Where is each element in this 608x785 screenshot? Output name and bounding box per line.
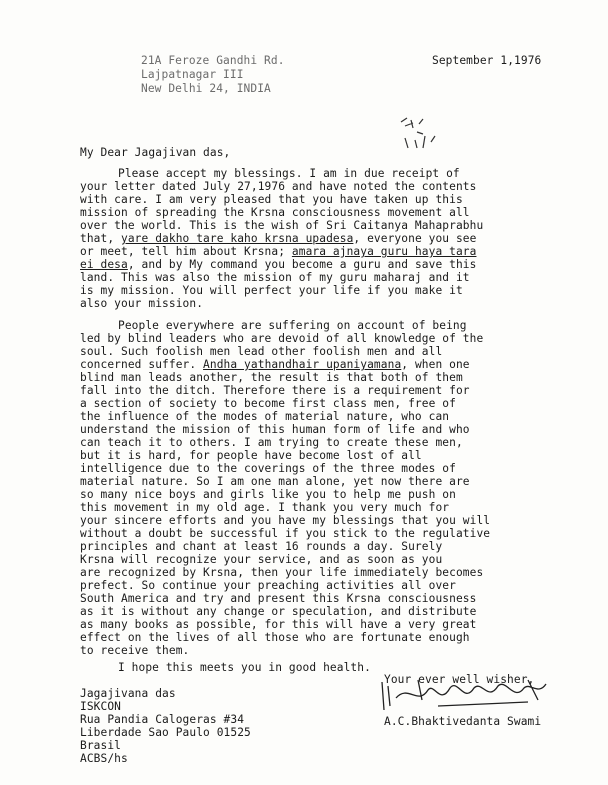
p1-line: over the world. This is the wish of Sri Caitanya Mahaprabhu [80, 219, 484, 232]
p2-line: can teach it to others. I am trying to create these men, [80, 436, 463, 449]
p2-line: Krsna will recognize your service, and as soon as you [80, 553, 443, 566]
p2-line: are recognized by Krsna, then your life immediately becomes [80, 566, 484, 579]
sanskrit-quote: amara ajnaya guru haya tara [291, 245, 477, 258]
p2-line: your sincere efforts and you have my blessings that you will [80, 514, 491, 527]
p1-text: , and by My command you become a guru and save this [127, 258, 477, 271]
closing-line: I hope this meets you in good health. [118, 661, 371, 674]
sanskrit-quote: yare dakho tare kaho krsna upadesa [121, 232, 354, 245]
sender-address-line1: 21A Feroze Gandhi Rd. [141, 54, 285, 67]
p1-line: with care. I am very pleased that you have taken up this [80, 193, 463, 206]
p1-text: or meet, tell him about Krsna; [80, 245, 292, 258]
p2-line: as it is without any change or speculation, and distribute [80, 605, 477, 618]
p2-line: but it is hard, for people have become lost of all [80, 449, 422, 462]
p1-line: also your mission. [80, 297, 204, 310]
p2-line: People everywhere are suffering on account of being [118, 319, 467, 332]
signer-name: A.C.Bhaktivedanta Swami [384, 715, 542, 728]
recipient-street: Rua Pandia Calogeras #34 [80, 713, 245, 726]
p1-line: your letter dated July 27,1976 and have noted the contents [80, 180, 477, 193]
recipient-org: ISKCON [80, 700, 122, 713]
p2-text: , when one [401, 358, 470, 371]
p1-line [80, 259, 476, 272]
handwritten-signature [378, 673, 556, 716]
p2-line: without a doubt be successful if you stick to the regulative [80, 527, 491, 540]
p2-line: blind man leads another, the result is that both of them [80, 371, 463, 384]
reference-initials: ACBS/hs [80, 752, 128, 765]
p2-line: this movement in my old age. I thank you very much for [80, 501, 450, 514]
p2-line: as many books as possible, for this will have a very great [80, 618, 477, 631]
recipient-country: Brasil [80, 739, 122, 752]
p1-line [80, 233, 476, 246]
recipient-city: Liberdade Sao Paulo 01525 [80, 726, 251, 739]
p1-line: is my mission. You will perfect your life if you make it [80, 284, 463, 297]
p2-line: South America and try and present this Krsna consciousness [80, 592, 477, 605]
sender-address-line2: Lajpatnagar III [141, 68, 244, 81]
p2-line: effect on the lives of all those who are fortunate enough [80, 631, 470, 644]
greeting: My Dear Jagajivan das, [80, 146, 231, 159]
p2-line: material nature. So I am one man alone, yet now there are [80, 475, 470, 488]
closing-salutation: Your ever well wisher, [384, 673, 535, 686]
p2-line [80, 359, 470, 372]
p2-line: the influence of the modes of material nature, who can [80, 410, 450, 423]
p2-line: led by blind leaders who are devoid of all knowledge of the [80, 332, 484, 345]
p1-text: , everyone you see [353, 232, 477, 245]
p2-text: concerned suffer. [80, 358, 204, 371]
p1-line: mission of spreading the Krsna consciousness movement all [80, 206, 470, 219]
handwritten-mark [395, 112, 445, 160]
p2-line: so many nice boys and girls like you to help me push on [80, 488, 456, 501]
p2-line: intelligence due to the coverings of the three modes of [80, 462, 456, 475]
p1-text: that, [80, 232, 122, 245]
sanskrit-quote: ei desa [80, 258, 128, 271]
letter-date: September 1,1976 [432, 54, 542, 67]
p2-line: understand the mission of this human form of life and who [80, 423, 470, 436]
sender-address-line3: New Delhi 24, INDIA [141, 82, 271, 95]
p1-line: land. This was also the mission of my guru maharaj and it [80, 271, 470, 284]
recipient-name: Jagajivana das [80, 687, 176, 700]
p2-line: fall into the ditch. Therefore there is a requirement for [80, 384, 470, 397]
p2-line: prefect. So continue your preaching activities all over [80, 579, 456, 592]
p1-line [80, 246, 476, 259]
p2-line: principles and chant at least 16 rounds a day. Surely [80, 540, 443, 553]
p2-line: a section of society to become first class men, free of [80, 397, 456, 410]
p2-line: soul. Such foolish men lead other foolish men and all [80, 345, 443, 358]
p2-line: to receive them. [80, 644, 190, 657]
p1-line: Please accept my blessings. I am in due receipt of [118, 167, 460, 180]
sanskrit-quote: Andha yathandhair upaniyamana [203, 358, 402, 371]
